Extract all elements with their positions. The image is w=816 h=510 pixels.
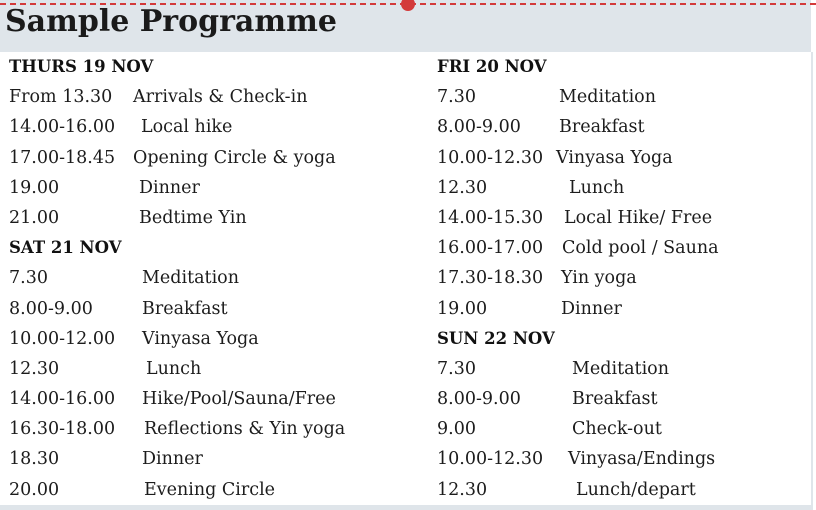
time-slot: 19.00: [437, 298, 488, 319]
schedule-column-right: [437, 52, 719, 505]
schedule-row: [9, 294, 228, 324]
activity-label: Lunch/depart: [576, 479, 696, 500]
schedule-row: [437, 173, 625, 203]
activity-label: Meditation: [572, 358, 669, 379]
schedule-row: [437, 82, 656, 112]
time-slot: 14.00-15.30: [437, 207, 544, 228]
schedule-row: [437, 233, 719, 263]
activity-label: Opening Circle & yoga: [133, 147, 336, 168]
time-slot: From 13.30: [9, 87, 113, 108]
time-slot: 8.00-9.00: [9, 298, 93, 319]
time-slot: 10.00-12.00: [9, 328, 116, 349]
time-slot: 16.00-17.00: [437, 238, 544, 259]
time-slot: 9.00: [437, 419, 476, 440]
time-slot: 12.30: [437, 177, 488, 198]
schedule-row: [9, 203, 247, 233]
activity-label: Vinyasa Yoga: [142, 328, 259, 349]
activity-label: Hike/Pool/Sauna/Free: [142, 389, 336, 410]
activity-label: Lunch: [569, 177, 625, 198]
schedule-row: [9, 414, 346, 444]
schedule-row: [437, 112, 645, 142]
time-slot: 7.30: [437, 87, 476, 108]
schedule-row: [437, 294, 622, 324]
activity-label: Local Hike/ Free: [564, 207, 713, 228]
activity-label: Meditation: [559, 87, 656, 108]
schedule-row: [9, 112, 233, 142]
schedule-row: [437, 414, 662, 444]
schedule-row: [437, 444, 716, 474]
activity-label: Vinyasa/Endings: [568, 449, 716, 470]
schedule-column-left: [9, 52, 346, 505]
activity-label: Breakfast: [572, 389, 658, 410]
activity-label: Evening Circle: [144, 479, 276, 500]
schedule-row: [9, 263, 239, 293]
schedule-row: [9, 82, 308, 112]
activity-label: Arrivals & Check-in: [133, 87, 308, 108]
day-heading-sunday: SUN 22 NOV: [437, 328, 555, 348]
schedule-row: [9, 324, 259, 354]
activity-label: Local hike: [141, 117, 233, 138]
activity-label: Vinyasa Yoga: [556, 147, 673, 168]
time-slot: 12.30: [9, 358, 60, 379]
activity-label: Breakfast: [142, 298, 228, 319]
time-slot: 21.00: [9, 207, 60, 228]
activity-label: Meditation: [142, 268, 239, 289]
time-slot: 14.00-16.00: [9, 389, 116, 410]
activity-label: Check-out: [572, 419, 662, 440]
schedule-row: [9, 354, 202, 384]
activity-label: Dinner: [142, 449, 203, 470]
activity-label: Lunch: [146, 358, 202, 379]
day-heading-thursday: THURS 19 NOV: [9, 57, 154, 76]
time-slot: 16.30-18.00: [9, 419, 116, 440]
schedule-row: [437, 354, 669, 384]
page-title: Sample Programme: [5, 4, 337, 39]
time-slot: 20.00: [9, 479, 60, 500]
schedule-row: [9, 444, 203, 474]
schedule-row: [437, 384, 658, 414]
day-heading-saturday: SAT 21 NOV: [9, 238, 122, 258]
day-heading-friday: FRI 20 NOV: [437, 57, 547, 76]
time-slot: 7.30: [9, 268, 48, 289]
schedule-row: [9, 384, 336, 414]
right-frame-border: [811, 52, 813, 510]
schedule-row: [9, 173, 200, 203]
activity-label: Dinner: [561, 298, 622, 319]
activity-label: Yin yoga: [561, 268, 637, 289]
activity-label: Reflections & Yin yoga: [144, 419, 346, 440]
schedule-row: [437, 475, 696, 505]
bottom-frame-border: [0, 505, 813, 510]
schedule-row: [9, 475, 276, 505]
time-slot: 19.00: [9, 177, 60, 198]
schedule-row: [9, 143, 336, 173]
time-slot: 17.30-18.30: [437, 268, 544, 289]
time-slot: 17.00-18.45: [9, 147, 116, 168]
time-slot: 8.00-9.00: [437, 117, 521, 138]
time-slot: 18.30: [9, 449, 60, 470]
schedule-row: [437, 143, 673, 173]
time-slot: 10.00-12.30: [437, 449, 544, 470]
schedule-row: [437, 263, 637, 293]
activity-label: Cold pool / Sauna: [562, 238, 719, 259]
activity-label: Breakfast: [559, 117, 645, 138]
time-slot: 8.00-9.00: [437, 389, 521, 410]
time-slot: 10.00-12.30: [437, 147, 544, 168]
activity-label: Bedtime Yin: [139, 207, 247, 228]
schedule-row: [437, 203, 713, 233]
time-slot: 7.30: [437, 358, 476, 379]
activity-label: Dinner: [139, 177, 200, 198]
time-slot: 12.30: [437, 479, 488, 500]
time-slot: 14.00-16.00: [9, 117, 116, 138]
